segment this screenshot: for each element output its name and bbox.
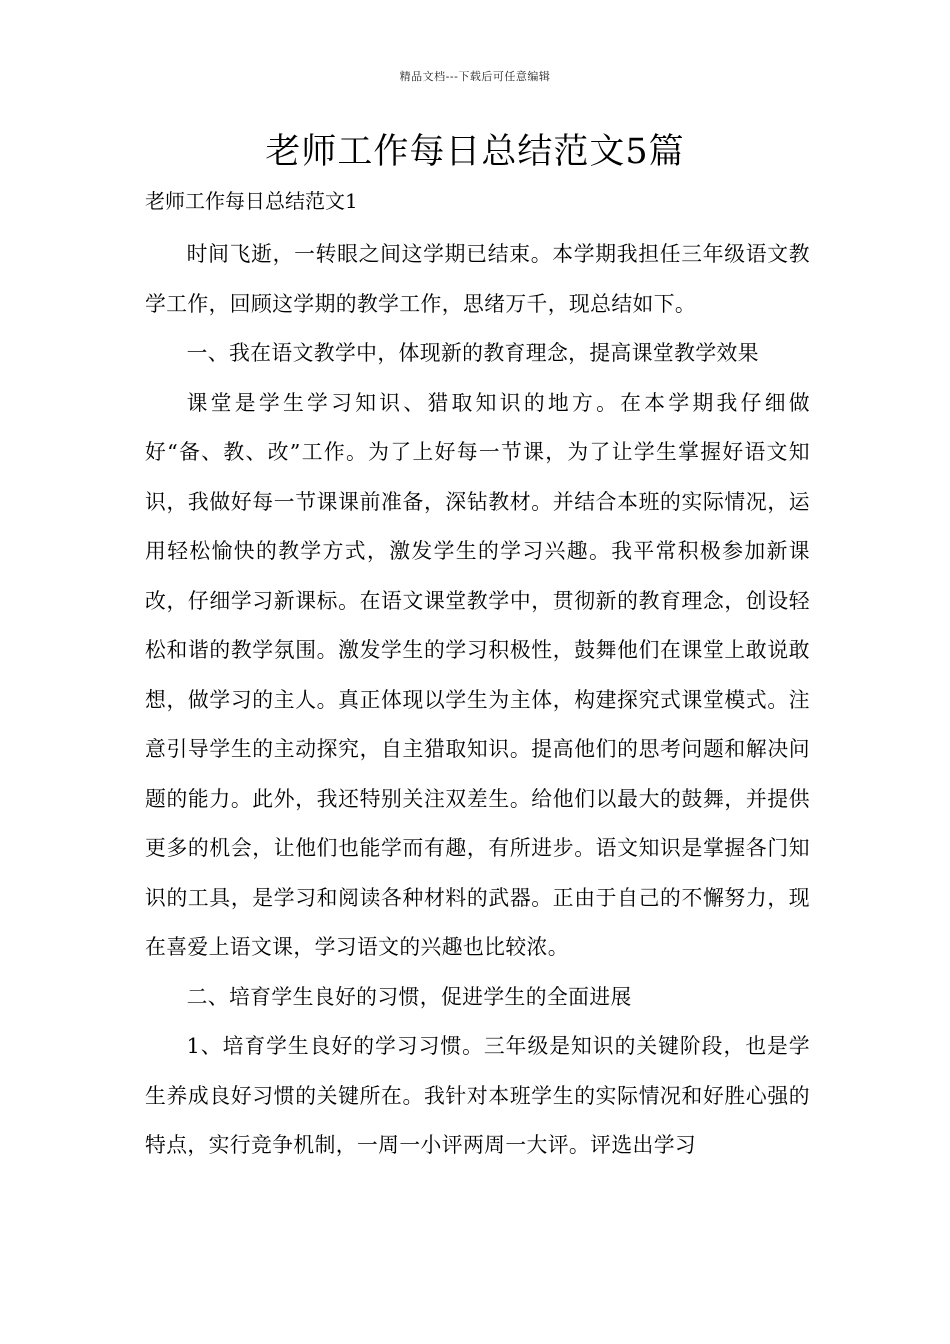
- paragraph-habits: 1、培育学生良好的学习习惯。三年级是知识的关键阶段，也是学生养成良好习惯的关键所在。我针对本班学生的实际情况和好胜心强的特点，实行竞争机制，一周一小评两周一大评。评选出学习: [145, 1034, 810, 1157]
- paragraph-classroom: 课堂是学生学习知识、猎取知识的地方。在本学期我仔细做好“备、教、改”工作。为了上好每一节课，为了让学生掌握好语文知识，我做好每一节课课前准备，深钻教材。并结合本班的实际情况，运用轻松愉快的教学方式，激发学生的学习兴趣。我平常积极参加新课改，仔细学习新课标。在语文课堂教学中，贯彻新的教育理念，创设轻松和谐的教学氛围。激发学生的学习积极性，鼓舞他们在课堂上敢说敢想，做学习的主人。真正体现以学生为主体，构建探究式课堂模式。注意引导学生的主动探究，自主猎取知识。提高他们的思考问题和解决问题的能力。此外，我还特别关注双差生。给他们以最大的鼓舞，并提供更多的机会，让他们也能学而有趣，有所进步。语文知识是掌握各门知识的工具，是学习和阅读各种材料的武器。正由于自己的不懈努力，现在喜爱上语文课，学习语文的兴趣也比较浓。: [145, 390, 810, 959]
- paragraph-heading-two: 二、培育学生良好的习惯，促进学生的全面进展: [186, 984, 632, 1009]
- document-body: [145, 230, 810, 1171]
- document-title: 老师工作每日总结范文5篇: [265, 132, 685, 172]
- header-note: 精品文档---下载后可任意编辑: [399, 70, 551, 83]
- paragraph-intro: 时间飞逝，一转眼之间这学期已结束。本学期我担任三年级语文教学工作，回顾这学期的教学工作，思绪万千，现总结如下。: [145, 242, 810, 316]
- section-heading: 老师工作每日总结范文1: [145, 189, 358, 213]
- paragraph-heading-one: 一、我在语文教学中，体现新的教育理念，提高课堂教学效果: [186, 341, 759, 365]
